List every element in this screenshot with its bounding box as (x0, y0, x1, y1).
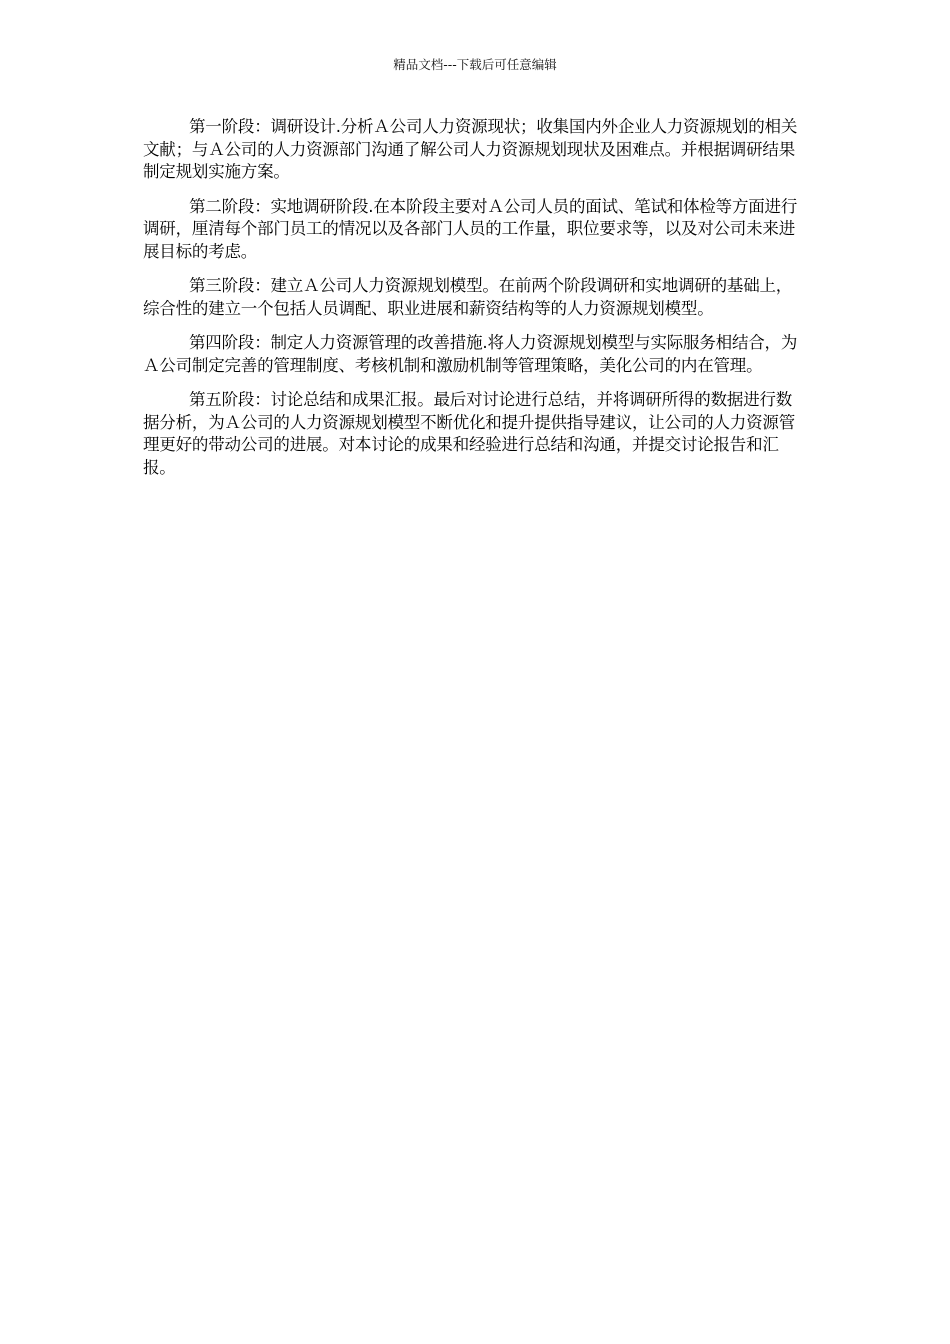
paragraph-stage-5: 第五阶段：讨论总结和成果汇报。最后对讨论进行总结，并将调研所得的数据进行数据分析，为Ａ公司的人力资源规划模型不断优化和提升提供指导建议，让公司的人力资源管理更好的带动公司的进展。对本讨论的成果和经验进行总结和沟通，并提交讨论报告和汇报。 (143, 390, 796, 477)
paragraph-stage-4: 第四阶段：制定人力资源管理的改善措施.将人力资源规划模型与实际服务相结合，为Ａ公司制定完善的管理制度、考核机制和激励机制等管理策略，美化公司的内在管理。 (143, 333, 798, 375)
paragraph-stage-1: 第一阶段：调研设计.分析Ａ公司人力资源现状；收集国内外企业人力资源规划的相关文献；与Ａ公司的人力资源部门沟通了解公司人力资源规划现状及困难点。并根据调研结果制定规划实施方案。 (143, 117, 798, 181)
paragraph-stage-3: 第三阶段：建立Ａ公司人力资源规划模型。在前两个阶段调研和实地调研的基础上，综合性的建立一个包括人员调配、职业进展和薪资结构等的人力资源规划模型。 (143, 276, 793, 318)
paragraph-stage-2: 第二阶段：实地调研阶段.在本阶段主要对Ａ公司人员的面试、笔试和体检等方面进行调研，厘清每个部门员工的情况以及各部门人员的工作量，职位要求等，以及对公司未来进展目标的考虑。 (143, 196, 798, 261)
page-header: 精品文档---下载后可任意编辑 (393, 57, 557, 72)
document-body (143, 116, 808, 491)
